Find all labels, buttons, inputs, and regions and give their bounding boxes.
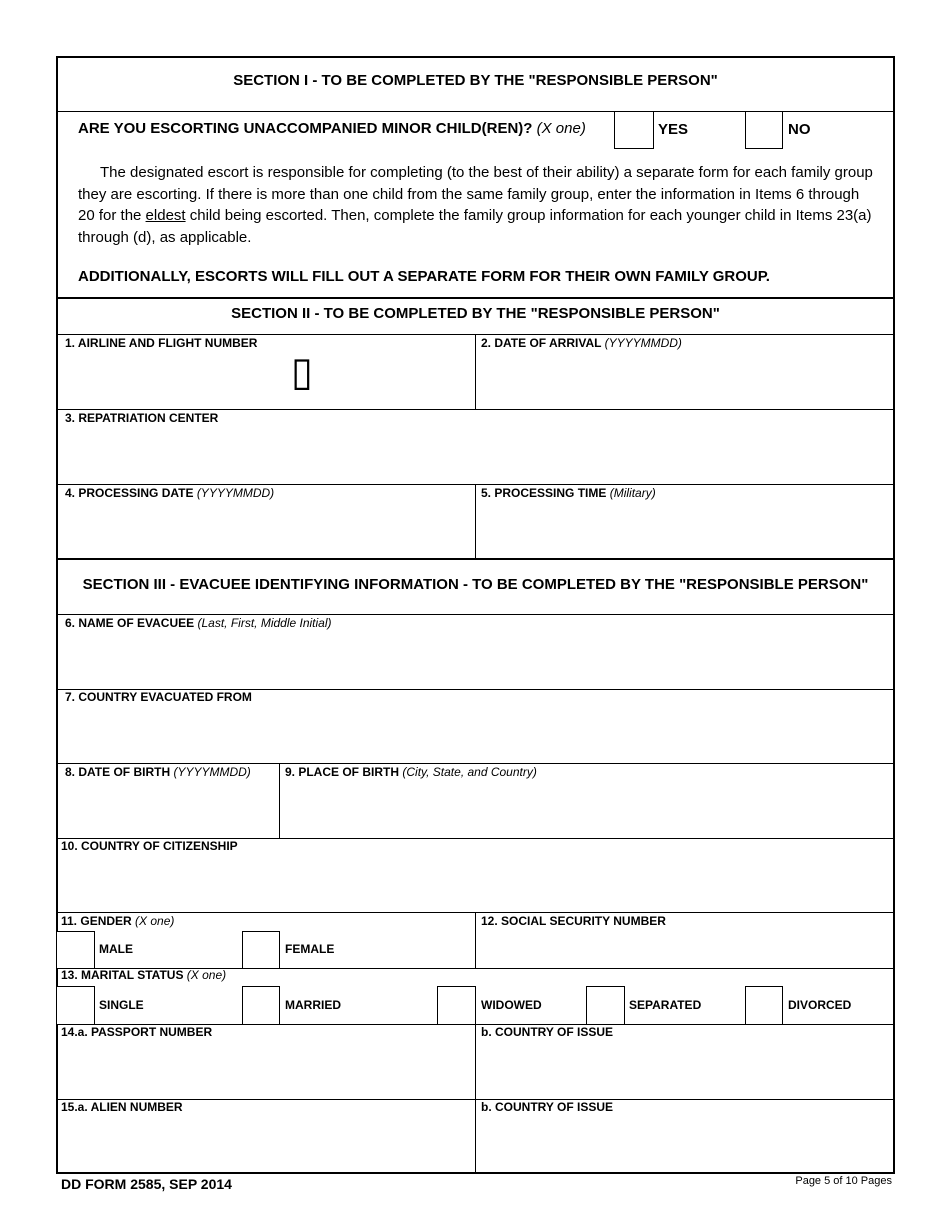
divorced-label: DIVORCED bbox=[788, 998, 852, 1012]
gender-label: 11. GENDER (X one) bbox=[61, 914, 175, 928]
divider bbox=[475, 913, 476, 968]
divider bbox=[57, 558, 894, 560]
eldest-emphasis: eldest bbox=[145, 207, 186, 224]
processing-time-label: 5. PROCESSING TIME (Military) bbox=[481, 486, 656, 500]
country-evacuated-label: 7. COUNTRY EVACUATED FROM bbox=[65, 690, 252, 704]
place-of-birth-input[interactable] bbox=[281, 781, 893, 837]
divider bbox=[57, 763, 894, 764]
section-2-title: SECTION II - TO BE COMPLETED BY THE "RESPONSIBLE PERSON" bbox=[231, 305, 720, 322]
country-evacuated-input[interactable] bbox=[58, 706, 893, 762]
gender-male-checkbox[interactable] bbox=[57, 931, 95, 968]
no-label: NO bbox=[788, 121, 811, 138]
ssn-label: 12. SOCIAL SECURITY NUMBER bbox=[481, 914, 666, 928]
escort-question: ARE YOU ESCORTING UNACCOMPANIED MINOR CHILD(REN)? (X one) bbox=[78, 120, 586, 137]
male-label: MALE bbox=[99, 942, 133, 956]
processing-time-input[interactable] bbox=[477, 502, 893, 557]
yes-label: YES bbox=[658, 121, 689, 138]
alien-number-input[interactable] bbox=[58, 1116, 474, 1172]
gender-female-checkbox[interactable] bbox=[242, 931, 280, 968]
repatriation-center-label: 3. REPATRIATION CENTER bbox=[65, 411, 219, 425]
divider bbox=[57, 614, 894, 615]
single-label: SINGLE bbox=[99, 998, 144, 1012]
married-label: MARRIED bbox=[285, 998, 341, 1012]
divider bbox=[279, 764, 280, 838]
passport-country-label: b. COUNTRY OF ISSUE bbox=[481, 1025, 614, 1039]
name-of-evacuee-input[interactable] bbox=[58, 632, 893, 688]
widowed-label: WIDOWED bbox=[481, 998, 542, 1012]
alien-number-label: 15.a. ALIEN NUMBER bbox=[61, 1100, 183, 1114]
additional-notice: ADDITIONALLY, ESCORTS WILL FILL OUT A SEPARATE FORM FOR THEIR OWN FAMILY GROUP. bbox=[78, 268, 770, 285]
citizenship-input[interactable] bbox=[58, 855, 893, 911]
form-identifier: DD FORM 2585, SEP 2014 bbox=[61, 1176, 232, 1192]
date-of-birth-input[interactable] bbox=[58, 781, 278, 837]
section-1-title: SECTION I - TO BE COMPLETED BY THE "RESPONSIBLE PERSON" bbox=[233, 72, 718, 89]
section-3-title: SECTION III - EVACUEE IDENTIFYING INFORMATION - TO BE COMPLETED BY THE "RESPONSIBLE PERSON" bbox=[82, 576, 869, 593]
place-of-birth-label: 9. PLACE OF BIRTH (City, State, and Country) bbox=[285, 765, 537, 779]
citizenship-label: 10. COUNTRY OF CITIZENSHIP bbox=[61, 839, 238, 853]
divider bbox=[57, 297, 894, 299]
page-number: Page 5 of 10 Pages bbox=[795, 1175, 892, 1187]
marital-married-checkbox[interactable] bbox=[242, 986, 280, 1024]
female-label: FEMALE bbox=[285, 942, 335, 956]
repatriation-center-input[interactable] bbox=[58, 427, 893, 483]
instructions-paragraph: The designated escort is responsible for completing (to the best of their ability) a separate form for each family group they are escorting. If there is more than one child from the same family group, enter the information in Items 6 through 20 for the eldest child being escorted. Then, complete the family group information for each younger child in Items 23(a) through (d), as applicable. bbox=[78, 164, 873, 246]
ssn-input[interactable] bbox=[477, 930, 893, 967]
passport-country-input[interactable] bbox=[477, 1041, 893, 1098]
airline-flight-label: 1. AIRLINE AND FLIGHT NUMBER bbox=[65, 336, 258, 350]
marital-status-label: 13. MARITAL STATUS (X one) bbox=[61, 968, 227, 982]
date-of-birth-label: 8. DATE OF BIRTH (YYYYMMDD) bbox=[65, 765, 251, 779]
passport-number-input[interactable] bbox=[58, 1041, 474, 1098]
divider bbox=[57, 409, 894, 410]
processing-date-label: 4. PROCESSING DATE (YYYYMMDD) bbox=[65, 486, 275, 500]
placeholder-glyph: ▯ bbox=[291, 349, 314, 395]
escort-yes-checkbox[interactable] bbox=[614, 112, 654, 149]
divider bbox=[475, 485, 476, 558]
alien-country-label: b. COUNTRY OF ISSUE bbox=[481, 1100, 614, 1114]
passport-number-label: 14.a. PASSPORT NUMBER bbox=[61, 1025, 213, 1039]
divider bbox=[475, 335, 476, 409]
alien-country-input[interactable] bbox=[477, 1116, 893, 1172]
separated-label: SEPARATED bbox=[629, 998, 702, 1012]
marital-divorced-checkbox[interactable] bbox=[745, 986, 783, 1024]
marital-widowed-checkbox[interactable] bbox=[437, 986, 476, 1024]
airline-flight-input[interactable] bbox=[58, 349, 474, 408]
marital-separated-checkbox[interactable] bbox=[586, 986, 625, 1024]
escort-no-checkbox[interactable] bbox=[745, 112, 783, 149]
name-of-evacuee-label: 6. NAME OF EVACUEE (Last, First, Middle Initial) bbox=[65, 616, 332, 630]
date-of-arrival-label: 2. DATE OF ARRIVAL (YYYYMMDD) bbox=[481, 336, 682, 350]
processing-date-input[interactable] bbox=[58, 502, 474, 557]
marital-single-checkbox[interactable] bbox=[57, 986, 95, 1024]
date-of-arrival-input[interactable] bbox=[477, 352, 893, 408]
